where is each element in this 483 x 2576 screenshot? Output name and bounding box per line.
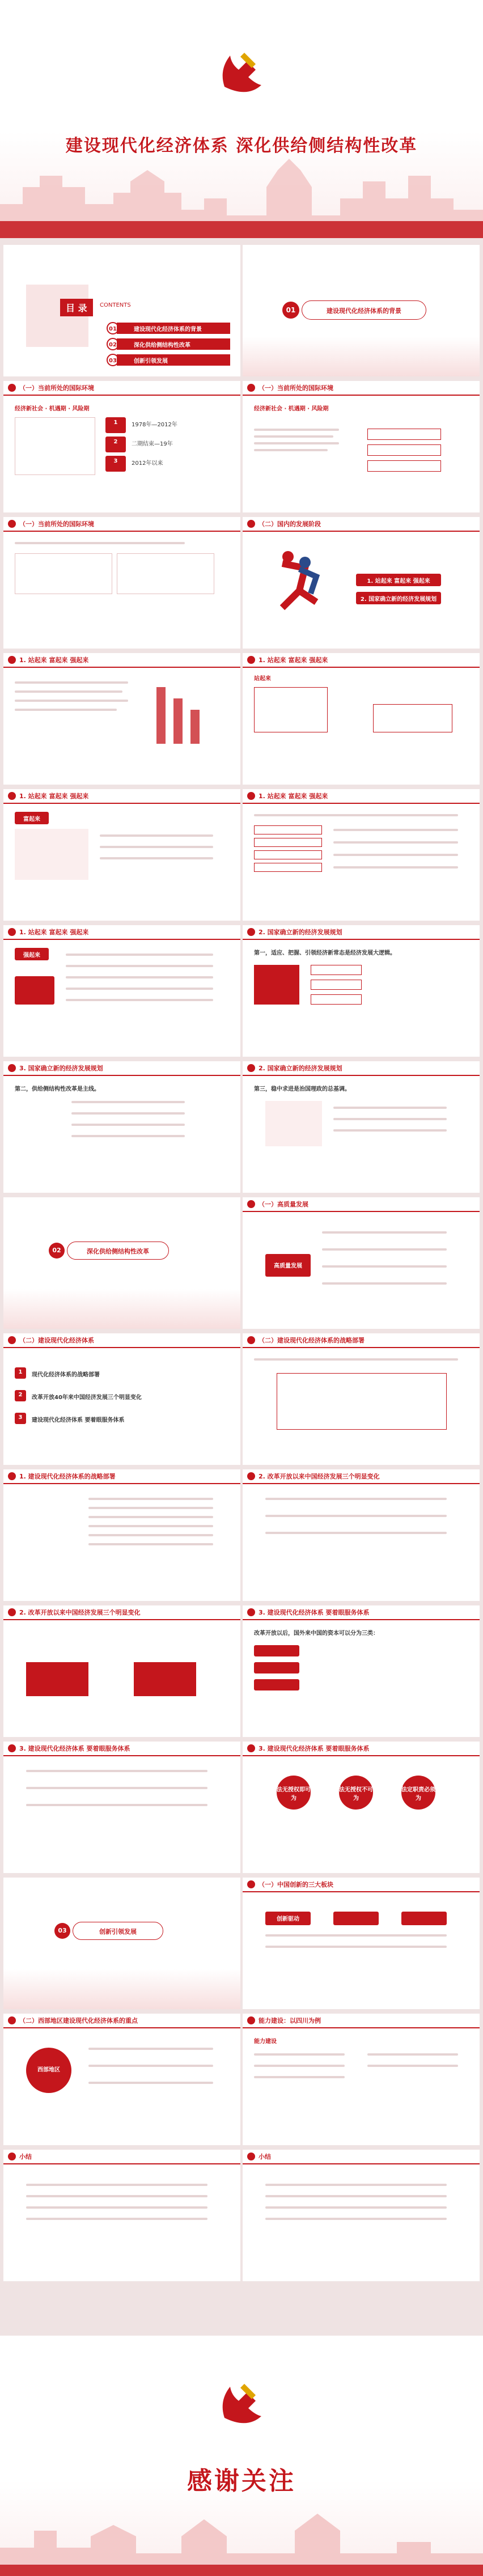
thanks-slide[interactable]	[0, 2336, 483, 2576]
part-3-number: 03	[54, 1923, 70, 1939]
slide-header: （一）当前所处的国际环境	[259, 384, 333, 392]
thanks-title: 感谢关注	[187, 2467, 296, 2496]
slide-summary-1[interactable]	[3, 2150, 240, 2281]
stand-up-label: 站起来	[254, 676, 271, 682]
slide-header: 3. 建设现代化经济体系 要着眼服务体系	[19, 1745, 130, 1752]
slide-plan-3[interactable]	[243, 1061, 480, 1193]
slide-header: 1. 站起来 富起来 强起来	[259, 793, 328, 800]
part-1-title: 建设现代化经济体系的背景	[302, 300, 426, 320]
slide-plan-1[interactable]	[243, 925, 480, 1057]
politics-label: 经济新社会 · 机遇期 · 风险期	[15, 406, 90, 412]
runners-illustration	[265, 545, 328, 613]
part-1-slide[interactable]	[243, 245, 480, 376]
year-3: 2012年以来	[132, 460, 163, 467]
slide-header: 能力建设：以四川为例	[259, 2017, 321, 2024]
ability-label: 能力建设	[254, 2039, 277, 2045]
slide-header: 1. 站起来 富起来 强起来	[19, 656, 89, 664]
party-emblem-icon	[213, 44, 270, 101]
reform-title: 改革开放以后，国外来中国的资本可以分为三类：	[254, 1630, 379, 1637]
innovation-1: 法无授权即可为	[277, 1776, 311, 1810]
slide-header: 3. 国家确立新的经济发展规划	[19, 1065, 103, 1072]
slide-intl-env-3[interactable]	[3, 517, 240, 649]
slide-quality[interactable]	[243, 1197, 480, 1329]
strategy-2: 改革开放40年来中国经济发展三个明显变化	[32, 1395, 142, 1401]
innovation-label: 创新驱动	[265, 1912, 311, 1925]
slide-west[interactable]	[3, 2014, 240, 2145]
strategy-1: 现代化经济体系的战略部署	[32, 1372, 100, 1378]
thanks-skyline-illustration	[0, 2497, 483, 2576]
slide-innovation-sectors[interactable]	[243, 1878, 480, 2009]
toc-num-3: 03	[107, 354, 119, 366]
slide-header: （一）中国创新的三大板块	[259, 1881, 333, 1888]
slide-stand-up-3[interactable]	[3, 789, 240, 921]
toc-item-2[interactable]: 深化供给侧结构性改革	[117, 338, 230, 350]
toc-num-1: 01	[107, 322, 119, 334]
slide-header: （一）当前所处的国际环境	[19, 520, 94, 528]
part-1-number: 01	[282, 302, 299, 319]
slide-header: 2. 国家确立新的经济发展规划	[259, 929, 342, 936]
slide-header: （二）国内的发展阶段	[259, 520, 321, 528]
slide-stand-up-5[interactable]	[3, 925, 240, 1057]
plan-pill: 2. 国家确立新的经济发展规划	[356, 592, 441, 604]
slide-service-2[interactable]	[243, 1742, 480, 1873]
part-3-title: 创新引领发展	[73, 1922, 163, 1940]
slide-stand-up-1[interactable]	[3, 653, 240, 785]
slide-header: 1. 站起来 富起来 强起来	[19, 793, 89, 800]
year-2: 二期结束—19年	[132, 441, 173, 447]
slide-header: 小结	[259, 2153, 271, 2160]
slide-header: （二）西部地区建设现代化经济体系的重点	[19, 2017, 138, 2024]
slide-header: （二）建设现代化经济体系	[19, 1337, 94, 1344]
toc-label-en: CONTENTS	[100, 302, 131, 308]
slide-summary-2[interactable]	[243, 2150, 480, 2281]
slide-stand-up-2[interactable]	[243, 653, 480, 785]
slide-economic-system[interactable]: （二）建设现代化经济体系 1 现代化经济体系的战略部署 2 改革开放40年来中国经济发展三个明显变化 3 建设现代化经济体系 要着眼服务体系	[3, 1333, 240, 1465]
slide-header: 1. 站起来 富起来 强起来	[259, 656, 328, 664]
slide-strategy-deploy[interactable]	[243, 1333, 480, 1465]
slide-changes-1[interactable]	[243, 1469, 480, 1601]
toc-label: 目 录	[60, 299, 93, 316]
innovation-3: 法定职责必须为	[401, 1776, 435, 1810]
third-point: 第三，稳中求进是治国理政的总基调。	[254, 1086, 350, 1092]
second-point: 第二，供给侧结构性改革是主线。	[15, 1086, 100, 1092]
slide-intl-env-1[interactable]: （一）当前所处的国际环境 经济新社会 · 机遇期 · 风险期 1 2 3 1978年—2012年 二期结束—19年 2012年以来	[3, 381, 240, 512]
slide-stand-up-4[interactable]	[243, 789, 480, 921]
toc-num-2: 02	[107, 338, 119, 350]
slide-header: 2. 国家确立新的经济发展规划	[259, 1065, 342, 1072]
slide-header: 1. 建设现代化经济体系的战略部署	[19, 1473, 116, 1480]
toc-item-1[interactable]: 建设现代化经济体系的背景	[117, 323, 230, 334]
first-point: 第一，适应、把握、引领经济新常态是经济发展大逻辑。	[254, 950, 396, 956]
slide-plan-2[interactable]	[3, 1061, 240, 1193]
slide-header: （一）当前所处的国际环境	[19, 384, 94, 392]
cover-title: 建设现代化经济体系 深化供给侧结构性改革	[65, 136, 418, 156]
part-2-title: 深化供给侧结构性改革	[67, 1242, 169, 1260]
toc-item-3[interactable]: 创新引领发展	[117, 354, 230, 366]
west-pill: 西部地区	[26, 2048, 71, 2093]
slide-intl-env-2[interactable]	[243, 381, 480, 512]
strategy-3: 建设现代化经济体系 要着眼服务体系	[32, 1417, 125, 1423]
slide-strategy-1[interactable]	[3, 1469, 240, 1601]
slide-header: （一）高质量发展	[259, 1201, 308, 1208]
rich-pill: 富起来	[15, 812, 49, 824]
part-3-slide[interactable]	[3, 1878, 240, 2009]
slide-header: 3. 建设现代化经济体系 要着眼服务体系	[259, 1745, 370, 1752]
slide-domestic-stage[interactable]	[243, 517, 480, 649]
quality-pill: 高质量发展	[265, 1254, 311, 1277]
strong-pill: 强起来	[15, 948, 49, 960]
key-points-pill: 1. 站起来 富起来 强起来	[356, 574, 441, 586]
year-1: 1978年—2012年	[132, 422, 177, 428]
innovation-2: 法无授权不可为	[339, 1776, 373, 1810]
cover-skyline-illustration	[0, 136, 483, 238]
part-2-number: 02	[49, 1243, 65, 1259]
slide-header: 3. 建设现代化经济体系 要着眼服务体系	[259, 1609, 370, 1616]
slide-header: （二）建设现代化经济体系的战略部署	[259, 1337, 365, 1344]
slide-header: 2. 改革开放以来中国经济发展三个明显变化	[259, 1473, 380, 1480]
slide-header: 2. 改革开放以来中国经济发展三个明显变化	[19, 1609, 141, 1616]
slide-ability[interactable]	[243, 2014, 480, 2145]
slide-reform[interactable]	[243, 1605, 480, 1737]
part-2-slide[interactable]	[3, 1197, 240, 1329]
slide-header: 1. 站起来 富起来 强起来	[19, 929, 89, 936]
slide-header: 小结	[19, 2153, 32, 2160]
toc-slide[interactable]	[3, 245, 240, 376]
politics-label: 经济新社会 · 机遇期 · 风险期	[254, 406, 329, 412]
cover-slide[interactable]	[0, 0, 483, 238]
slide-changes-2[interactable]	[3, 1605, 240, 1737]
party-emblem-icon	[213, 2375, 270, 2432]
slide-service-1[interactable]	[3, 1742, 240, 1873]
